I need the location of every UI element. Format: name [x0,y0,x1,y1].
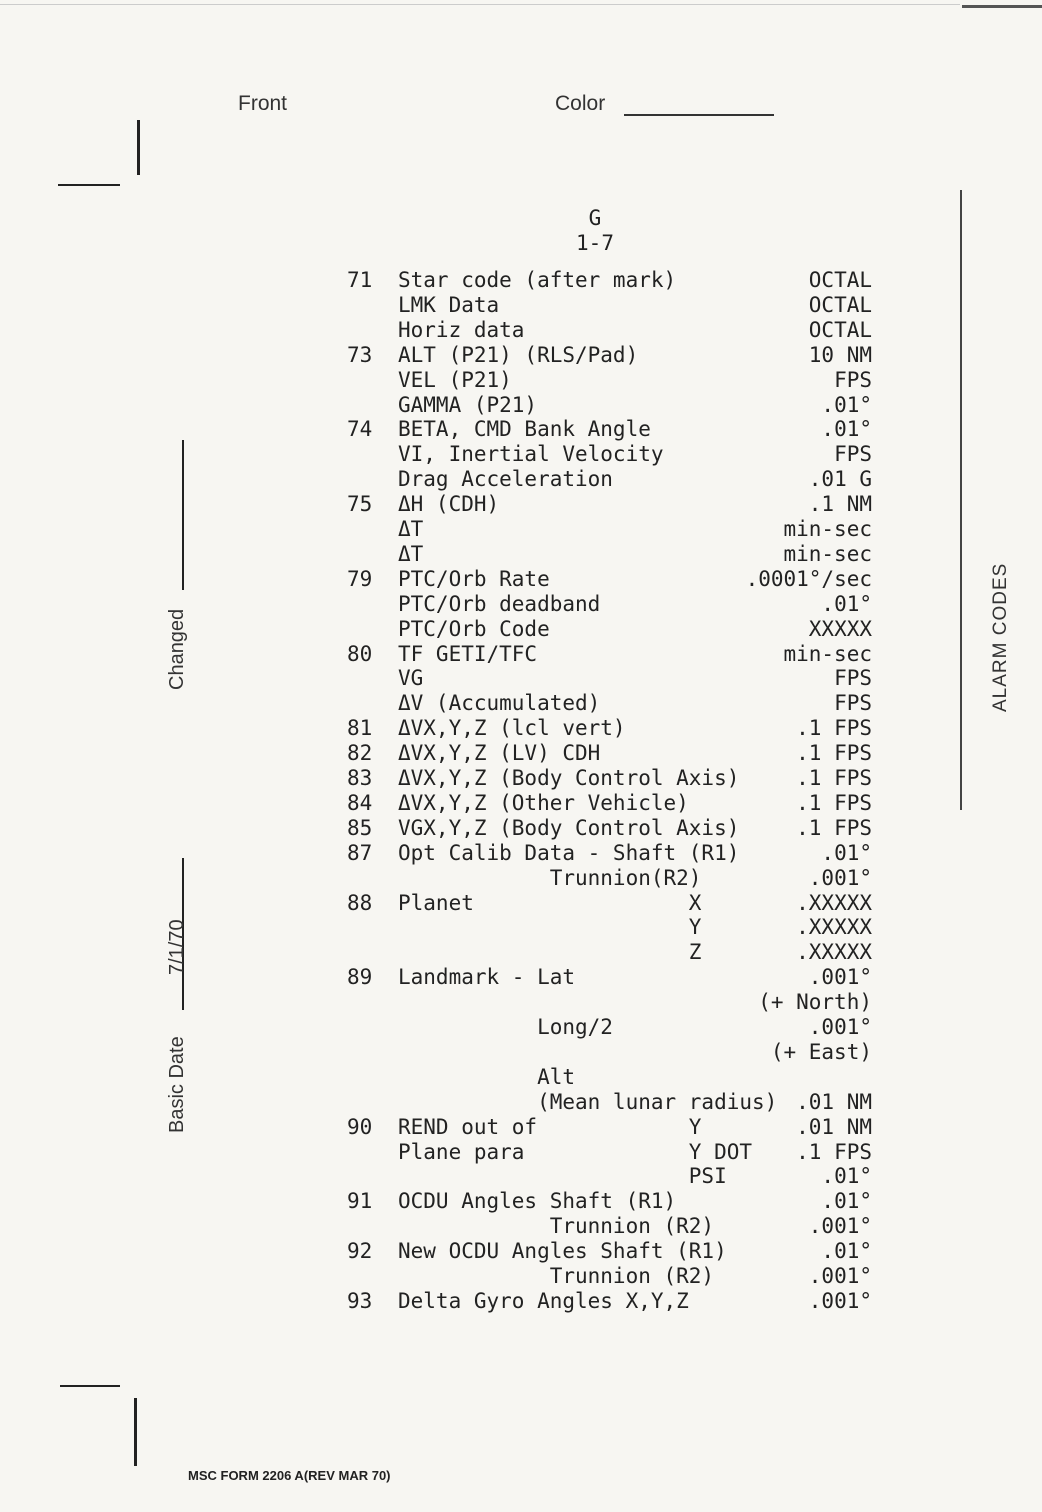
row-unit: .XXXXX [796,915,872,939]
row-description: Long/2 [398,1015,613,1039]
color-label: Color [555,92,606,115]
row-unit: min-sec [783,542,872,566]
row-number: 87 [347,841,373,865]
row-description: Trunnion (R2) [398,1214,715,1238]
row-description: Trunnion (R2) [398,1264,715,1288]
row-description: TF GETI/TFC [398,642,538,666]
top-right-mark [962,5,1042,8]
row-unit: OCTAL [808,268,872,292]
registration-mark-bottom-horizontal [60,1385,120,1387]
row-description: Opt Calib Data - Shaft (R1) [398,841,740,865]
row-description: PSI [398,1164,727,1188]
row-description: ΔV (Accumulated) [398,691,601,715]
row-number: 85 [347,816,373,840]
row-unit: min-sec [783,517,872,541]
row-description: GAMMA (P21) [398,393,538,417]
row-unit: .001° [808,866,872,890]
registration-mark-top-horizontal [58,184,120,186]
row-unit: OCTAL [808,318,872,342]
row-unit: .01° [821,1164,872,1188]
row-unit: min-sec [783,642,872,666]
row-description: PTC/Orb Rate [398,567,550,591]
top-edge-line [0,4,960,5]
row-unit: OCTAL [808,293,872,317]
row-unit: .01 NM [796,1115,872,1139]
row-number: 83 [347,766,373,790]
row-description: OCDU Angles Shaft (R1) [398,1189,677,1213]
row-number: 84 [347,791,373,815]
row-description: PTC/Orb deadband [398,592,601,616]
row-description: Z [398,940,702,964]
row-unit: .1 FPS [796,791,872,815]
row-number: 82 [347,741,373,765]
row-description: ΔVX,Y,Z (lcl vert) [398,716,626,740]
row-unit: .1 FPS [796,741,872,765]
changed-label: Changed [166,608,188,690]
row-description: ΔT [398,542,424,566]
registration-mark-bottom-vertical [134,1398,137,1466]
row-description: (Mean lunar radius) [398,1090,778,1114]
row-number: 92 [347,1239,373,1263]
alarm-codes-label: ALARM CODES [990,562,1011,712]
row-description: ΔT [398,517,424,541]
row-number: 81 [347,716,373,740]
row-description: Alt [398,1065,576,1089]
row-unit: (+ North) [758,990,872,1014]
row-unit: .001° [808,1015,872,1039]
row-unit: .1 FPS [796,716,872,740]
row-unit: .01° [821,592,872,616]
row-description: BETA, CMD Bank Angle [398,417,651,441]
registration-mark-top-vertical [137,120,140,175]
row-unit: .01° [821,393,872,417]
row-unit: .01° [821,417,872,441]
row-unit: .001° [808,1289,872,1313]
basic-date-label: Basic Date [166,1036,188,1133]
row-unit: .01° [821,1239,872,1263]
row-description: ΔVX,Y,Z (LV) CDH [398,741,601,765]
row-description: Trunnion(R2) [398,866,702,890]
row-description: ΔH (CDH) [398,492,500,516]
page-title-number: 1-7 [576,231,614,255]
row-description: Horiz data [398,318,525,342]
row-description: Drag Acceleration [398,467,613,491]
row-number: 93 [347,1289,373,1313]
row-description: VI, Inertial Velocity [398,442,664,466]
row-unit: XXXXX [808,617,872,641]
row-number: 71 [347,268,373,292]
row-unit: .1 FPS [796,766,872,790]
row-description: Landmark - Lat [398,965,576,989]
row-unit: .1 FPS [796,1140,872,1164]
row-unit: FPS [834,666,872,690]
row-unit: .0001°/sec [745,567,872,591]
row-number: 80 [347,642,373,666]
page-title-letter: G [588,206,602,230]
row-unit: .01 G [808,467,872,491]
form-footer: MSC FORM 2206 A(REV MAR 70) [188,1468,391,1483]
row-number: 73 [347,343,373,367]
changed-line [182,440,184,590]
row-description: REND out of Y [398,1115,702,1139]
row-unit: .001° [808,965,872,989]
row-description: VG [398,666,424,690]
row-unit: FPS [834,691,872,715]
row-unit: .1 NM [808,492,872,516]
row-unit: FPS [834,442,872,466]
row-number: 89 [347,965,373,989]
row-description: Planet X [398,891,702,915]
row-description: PTC/Orb Code [398,617,550,641]
row-unit: .1 FPS [796,816,872,840]
row-description: ΔVX,Y,Z (Body Control Axis) [398,766,740,790]
row-description: VGX,Y,Z (Body Control Axis) [398,816,740,840]
row-unit: .01 NM [796,1090,872,1114]
row-unit: (+ East) [770,1040,872,1064]
row-unit: .XXXXX [796,940,872,964]
row-unit: FPS [834,368,872,392]
color-fill-line [624,114,774,116]
row-number: 79 [347,567,373,591]
row-unit: .01° [821,841,872,865]
row-description: Plane para Y DOT [398,1140,753,1164]
row-number: 90 [347,1115,373,1139]
row-number: 91 [347,1189,373,1213]
row-description: ALT (P21) (RLS/Pad) [398,343,639,367]
row-unit: .001° [808,1214,872,1238]
row-unit: 10 NM [808,343,872,367]
row-number: 75 [347,492,373,516]
row-description: VEL (P21) [398,368,512,392]
basic-date-value: 7/1/70 [166,919,188,975]
row-description: New OCDU Angles Shaft (R1) [398,1239,727,1263]
row-number: 74 [347,417,373,441]
row-description: Y [398,915,702,939]
front-label: Front [238,92,288,115]
row-description: ΔVX,Y,Z (Other Vehicle) [398,791,689,815]
row-description: LMK Data [398,293,500,317]
row-unit: .XXXXX [796,891,872,915]
row-number: 88 [347,891,373,915]
row-description: Star code (after mark) [398,268,677,292]
alarm-codes-line [960,190,962,810]
row-description: Delta Gyro Angles X,Y,Z [398,1289,689,1313]
row-unit: .01° [821,1189,872,1213]
row-unit: .001° [808,1264,872,1288]
